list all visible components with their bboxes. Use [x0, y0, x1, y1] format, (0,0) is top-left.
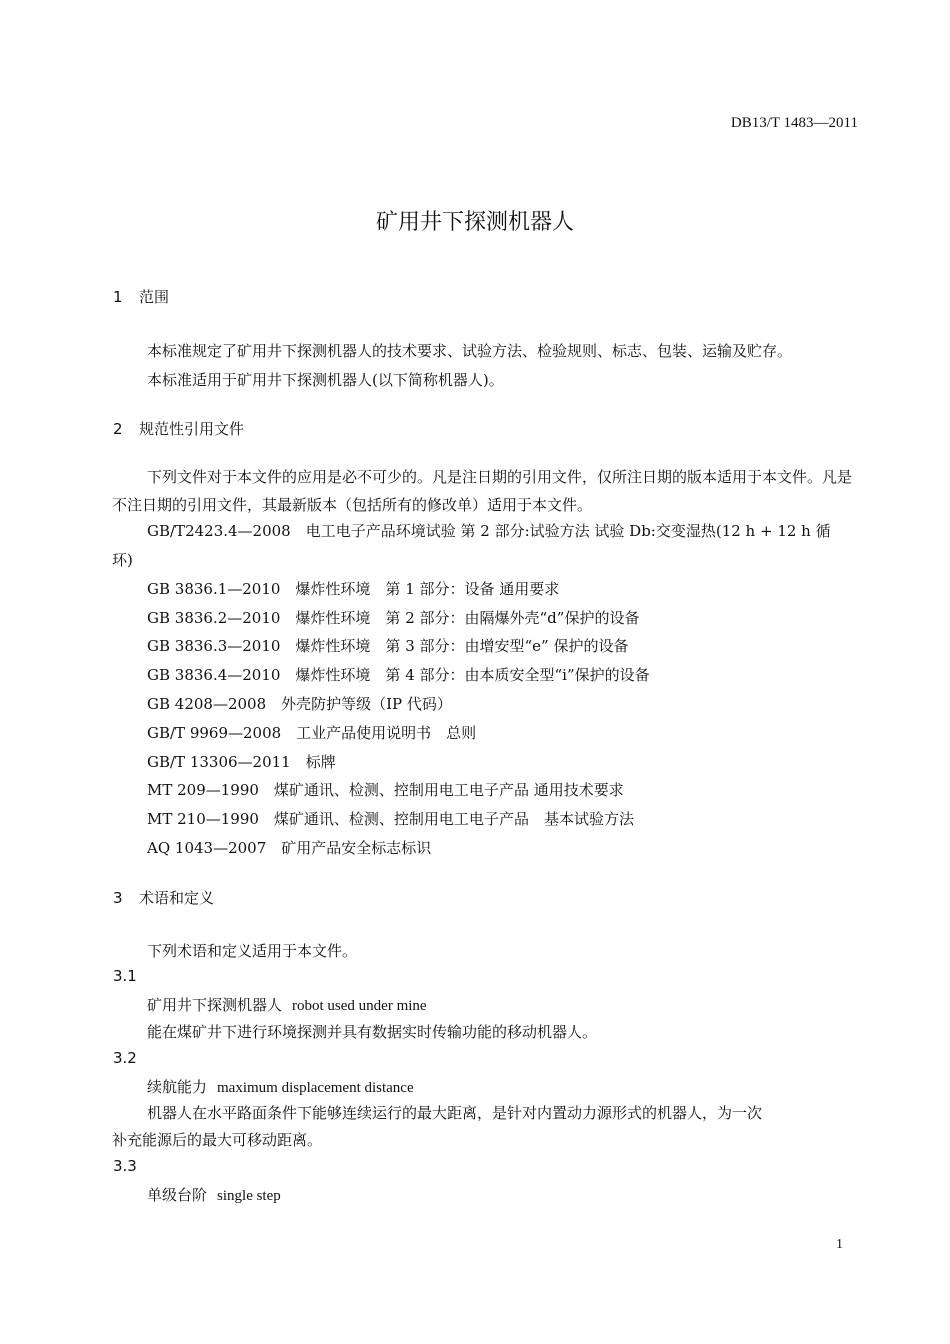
reference-item: GB/T 9969—2008 工业产品使用说明书 总则 [147, 724, 477, 742]
term-chinese: 矿用井下探测机器人 [147, 996, 283, 1014]
clause-number: 3.3 [113, 1157, 137, 1175]
clause-number: 3.2 [113, 1049, 137, 1067]
section-title: 术语和定义 [139, 889, 215, 907]
term-english: robot used under mine [292, 998, 427, 1014]
section-number: 1 [113, 288, 123, 306]
reference-item: GB/T 13306—2011 标牌 [147, 753, 336, 771]
document-title: 矿用井下探测机器人 [375, 210, 574, 235]
reference-item: GB/T2423.4—2008 电工电子产品环境试验 第 2 部分:试验方法 试验 Db:交变湿热(12 h + 12 h 循 [147, 522, 831, 540]
references-intro: 下列文件对于本文件的应用是必不可少的。凡是注日期的引用文件，仅所注日期的版本适用于本文件。凡是不注日期的引用文件，其最新版本（包括所有的修改单）适用于本文件。 [112, 468, 853, 514]
term-english: maximum displacement distance [217, 1080, 414, 1096]
reference-item: GB 3836.2—2010 爆炸性环境 第 2 部分：由隔爆外壳“d”保护的设备 [147, 609, 640, 627]
term-definition: 能在煤矿井下进行环境探测并具有数据实时传输功能的移动机器人。 [147, 1023, 598, 1041]
term-chinese: 续航能力 [147, 1078, 208, 1096]
term-entry [147, 1184, 281, 1205]
term-chinese: 单级台阶 [147, 1186, 208, 1204]
standard-code: DB13/T 1483—2011 [730, 115, 858, 131]
section-title: 范围 [139, 288, 170, 306]
reference-item-wrap: 环) [112, 551, 133, 569]
clause-number: 3.1 [113, 967, 137, 985]
reference-item: MT 209—1990 煤矿通讯、检测、控制用电工电子产品 通用技术要求 [147, 781, 624, 799]
section-number: 2 [113, 420, 123, 438]
term-definition: 机器人在水平路面条件下能够连续运行的最大距离，是针对内置动力源形式的机器人，为一次 [147, 1104, 763, 1122]
term-entry [147, 994, 427, 1015]
section-heading-1 [113, 286, 169, 307]
section-number: 3 [113, 889, 123, 907]
section-heading-2 [113, 418, 244, 439]
term-english: single step [217, 1188, 281, 1204]
section-heading-3 [113, 887, 214, 908]
section-title: 规范性引用文件 [139, 420, 245, 438]
reference-item: GB 3836.4—2010 爆炸性环境 第 4 部分：由本质安全型“i”保护的设备 [147, 666, 650, 684]
reference-item: GB 3836.3—2010 爆炸性环境 第 3 部分：由增安型“e” 保护的设备 [147, 637, 629, 655]
reference-item: GB 3836.1—2010 爆炸性环境 第 1 部分：设备 通用要求 [147, 580, 560, 598]
term-definition-wrap: 补充能源后的最大可移动距离。 [112, 1131, 323, 1149]
term-entry [147, 1076, 414, 1097]
scope-paragraph-2: 本标准适用于矿用井下探测机器人(以下简称机器人)。 [147, 371, 504, 389]
scope-paragraph-1: 本标准规定了矿用井下探测机器人的技术要求、试验方法、检验规则、标志、包装、运输及贮存。 [147, 342, 793, 360]
reference-item: MT 210—1990 煤矿通讯、检测、控制用电工电子产品 基本试验方法 [147, 810, 634, 828]
reference-item: GB 4208—2008 外壳防护等级（IP 代码） [147, 695, 452, 713]
page-number: 1 [836, 1237, 843, 1252]
reference-item: AQ 1043—2007 矿用产品安全标志标识 [147, 839, 432, 857]
terms-intro: 下列术语和定义适用于本文件。 [147, 942, 358, 960]
